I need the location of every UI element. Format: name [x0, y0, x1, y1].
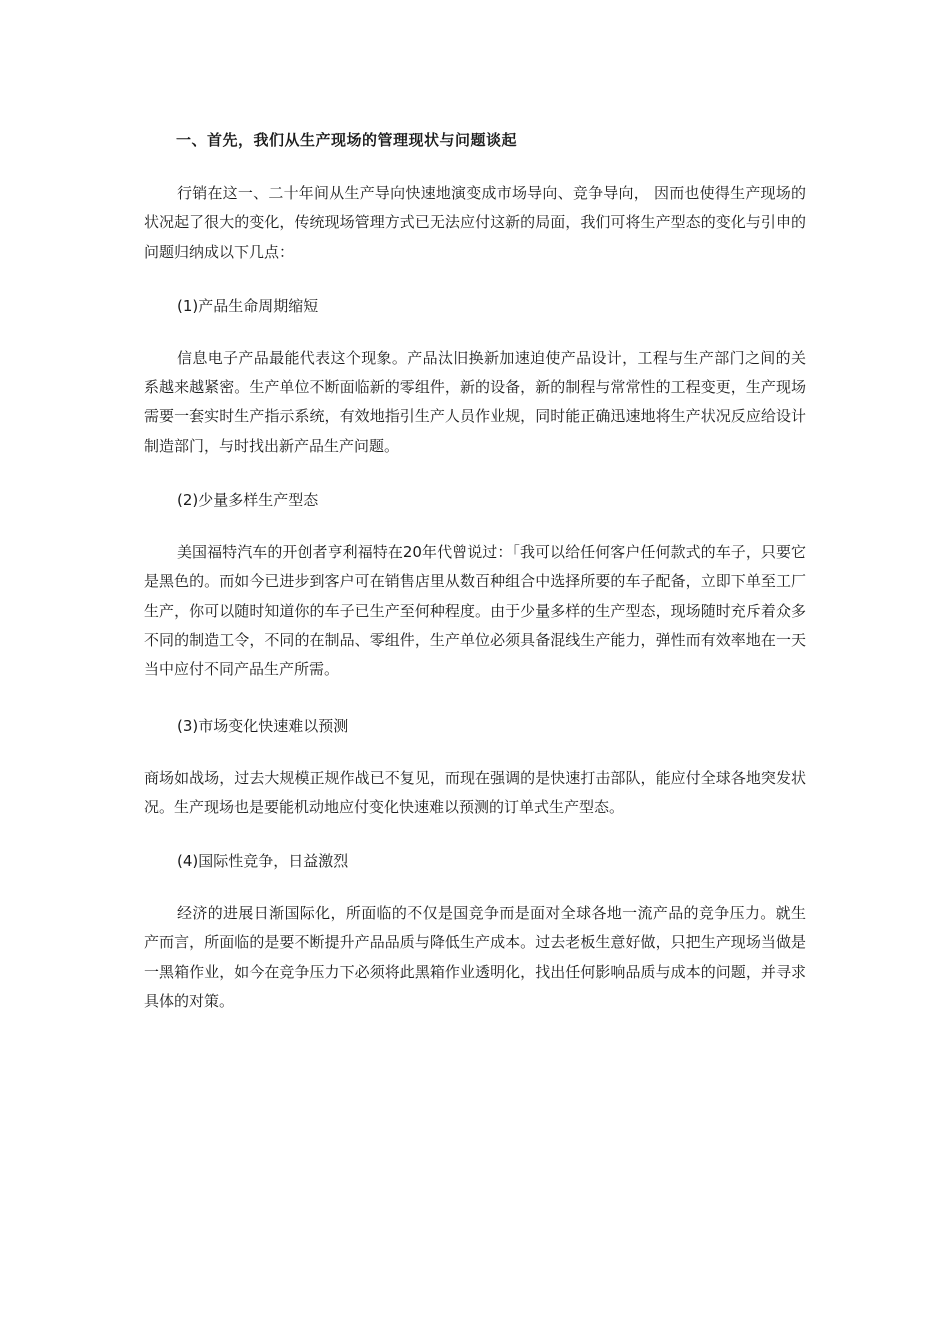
subsection-body-2: 美国福特汽车的开创者亨利福特在20年代曾说过：「我可以给任何客户任何款式的车子，只要它是黑色的。而如今已进步到客户可在销售店里从数百种组合中选择所要的车子配备，立即下单至工厂生产，你可以随时知道你的车子已生产至何种程度。由于少量多样的生产型态，现场随时充斥着众多不同的制造工令，不同的在制品、零组件，生产单位必须具备混线生产能力，弹性而有效率地在一天当中应付不同产品生产所需。 [144, 543, 806, 679]
subsection-title-3: (3)市场变化快速难以预测 [177, 716, 349, 735]
subsection-title-1: (1)产品生命周期缩短 [177, 296, 319, 315]
intro-paragraph: 行销在这一、二十年间从生产导向快速地演变成市场导向、竞争导向， 因而也使得生产现场的状况起了很大的变化，传统现场管理方式已无法应付这新的局面，我们可将生产型态的变化与引申的问题归纳成以下几点： [144, 184, 806, 261]
section-heading: 一、首先，我们从生产现场的管理现状与问题谈起 [176, 131, 518, 149]
subsection-body-4: 经济的进展日渐国际化，所面临的不仅是国竞争而是面对全球各地一流产品的竞争压力。就生产而言，所面临的是要不断提升产品品质与降低生产成本。过去老板生意好做，只把生产现场当做是一黑箱作业，如今在竞争压力下必须将此黑箱作业透明化，找出任何影响品质与成本的问题，并寻求具体的对策。 [144, 904, 806, 1011]
subsection-body-3: 商场如战场，过去大规模正规作战已不复见，而现在强调的是快速打击部队，能应付全球各地突发状况。生产现场也是要能机动地应付变化快速难以预测的订单式生产型态。 [144, 768, 806, 816]
subsection-body-1: 信息电子产品最能代表这个现象。产品汰旧换新加速迫使产品设计，工程与生产部门之间的关系越来越紧密。生产单位不断面临新的零组件，新的设备，新的制程与常常性的工程变更，生产现场需要一套实时生产指示系统，有效地指引生产人员作业规，同时能正确迅速地将生产状况反应给设计制造部门，与时找出新产品生产问题。 [144, 348, 806, 455]
document-body [144, 128, 806, 1016]
subsection-title-2: (2)少量多样生产型态 [177, 491, 319, 510]
subsection-title-4: (4)国际性竞争，日益激烈 [177, 852, 349, 871]
